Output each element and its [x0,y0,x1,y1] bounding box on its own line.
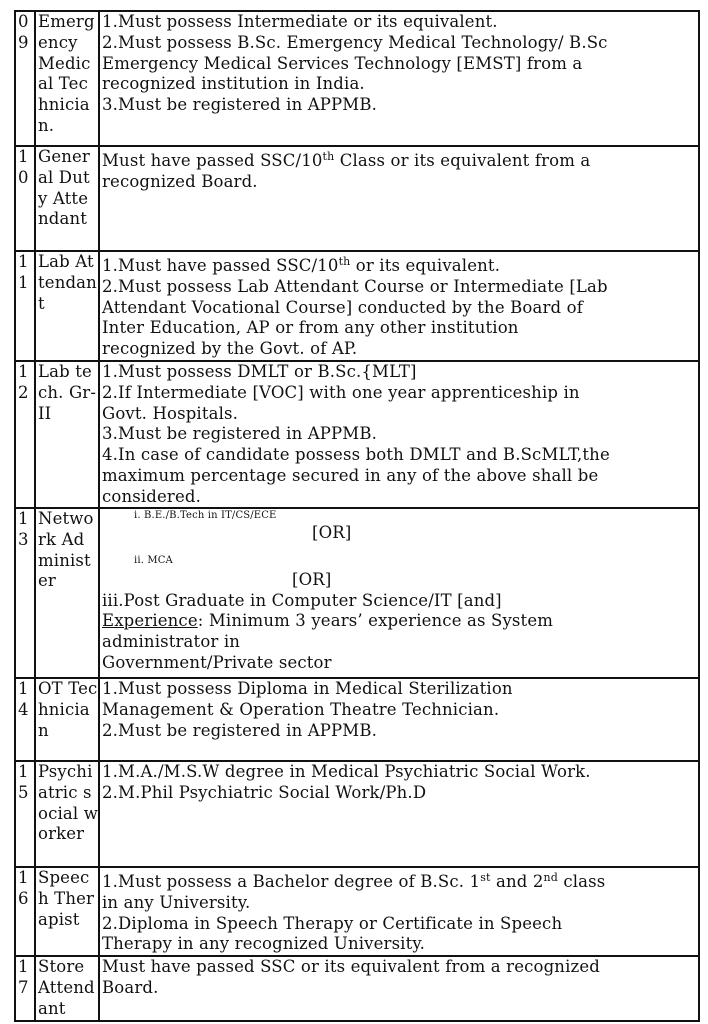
post-name: Speech Therapist [36,868,100,955]
qualification-line: in any University. [102,892,251,912]
table-row [16,507,698,677]
qualification-line: 2.Must be registered in APPMB. [102,720,378,740]
qualification-cell [100,679,698,760]
serial-number: 16 [16,868,36,955]
post-name: Store Attendant [36,957,100,1020]
qualification-cell [100,12,698,145]
qualification-line: Attendant Vocational Course] conducted by the Board of [102,297,583,317]
qualification-line: maximum percentage secured in any of the above shall be [102,465,599,485]
serial-number: 15 [16,762,36,866]
option-line: i. B.E./B.Tech in IT/CS/ECE [134,510,277,521]
qualification-line: 2.M.Phil Psychiatric Social Work/Ph.D [102,782,427,802]
qualification-cell [100,868,698,955]
qualification-line: 1.Must possess Diploma in Medical Sterilization [102,679,513,698]
qualification-line: 3.Must be registered in APPMB. [102,424,378,444]
qualification-line: 2.Must possess Lab Attendant Course or Intermediate [Lab [102,276,608,296]
table-row [16,677,698,760]
qualification-cell [100,957,698,1020]
or-separator: [OR] [292,569,332,589]
post-name: Lab tech. Gr-II [36,362,100,507]
post-name: Lab Attendant [36,252,100,360]
qualification-line: Govt. Hospitals. [102,403,239,423]
post-name: Emergency Medical Technician. [36,12,100,145]
post-name: OT Technician [36,679,100,760]
qualification-line: 1.Must possess Intermediate or its equivalent. [102,12,498,31]
qualification-line: Board. [102,977,159,997]
serial-number: 11 [16,252,36,360]
qualification-line: 1.Must possess DMLT or B.Sc.{MLT] [102,362,417,381]
post-name: Network Administer [36,509,100,677]
qualification-cell [100,147,698,250]
table-row [16,955,698,1020]
qualification-line: Therapy in any recognized University. [102,934,426,954]
or-separator: [OR] [312,523,352,542]
qualification-line: Inter Education, AP or from any other institution [102,318,519,338]
qualification-line: 2.If Intermediate [VOC] with one year apprenticeship in [102,382,580,402]
serial-number: 12 [16,362,36,507]
option-line: ii. MCA [134,554,173,566]
serial-number: 09 [16,12,36,145]
table-row [16,360,698,507]
qualification-cell [100,362,698,507]
serial-number: 14 [16,679,36,760]
qualification-line: Government/Private sector [102,652,332,672]
post-name: Psychiatric social worker [36,762,100,866]
qualification-line: 3.Must be registered in APPMB. [102,95,378,115]
table-row [16,866,698,955]
qualification-line: Experience: Minimum 3 years’ experience as System [102,611,554,631]
qualification-line: 4.In case of candidate possess both DMLT and B.ScMLT,the [102,445,610,465]
serial-number: 17 [16,957,36,1020]
qualification-line: Must have passed SSC or its equivalent from a recognized [102,957,600,976]
qualification-line: considered. [102,486,201,506]
qualification-line: 2.Must possess B.Sc. Emergency Medical Technology/ B.Sc [102,32,608,52]
qualification-cell [100,509,698,677]
qualification-table [14,10,700,1022]
qualification-line: iii.Post Graduate in Computer Science/IT [and] [102,590,502,610]
table-row [16,760,698,866]
qualification-line: Management & Operation Theatre Technician. [102,699,500,719]
qualification-line: 1.Must possess a Bachelor degree of B.Sc. 1st and 2nd class [102,871,606,891]
qualification-line: administrator in [102,632,241,652]
qualification-line: Must have passed SSC/10th Class or its equivalent from a [102,150,591,170]
experience-label: Experience [102,611,198,631]
table-row [16,250,698,360]
qualification-line: 1.M.A./M.S.W degree in Medical Psychiatric Social Work. [102,762,591,781]
qualification-cell [100,762,698,866]
qualification-line: recognized Board. [102,171,258,191]
qualification-line: 1.Must have passed SSC/10th or its equivalent. [102,255,501,275]
serial-number: 10 [16,147,36,250]
qualification-cell [100,252,698,360]
serial-number: 13 [16,509,36,677]
table-row [16,145,698,250]
qualification-line: recognized institution in India. [102,74,365,94]
qualification-line: Emergency Medical Services Technology [EMST] from a [102,53,583,73]
table-row [16,12,698,145]
post-name: General Duty Attendant [36,147,100,250]
qualification-line: 2.Diploma in Speech Therapy or Certificate in Speech [102,913,563,933]
qualification-line: recognized by the Govt. of AP. [102,339,358,359]
